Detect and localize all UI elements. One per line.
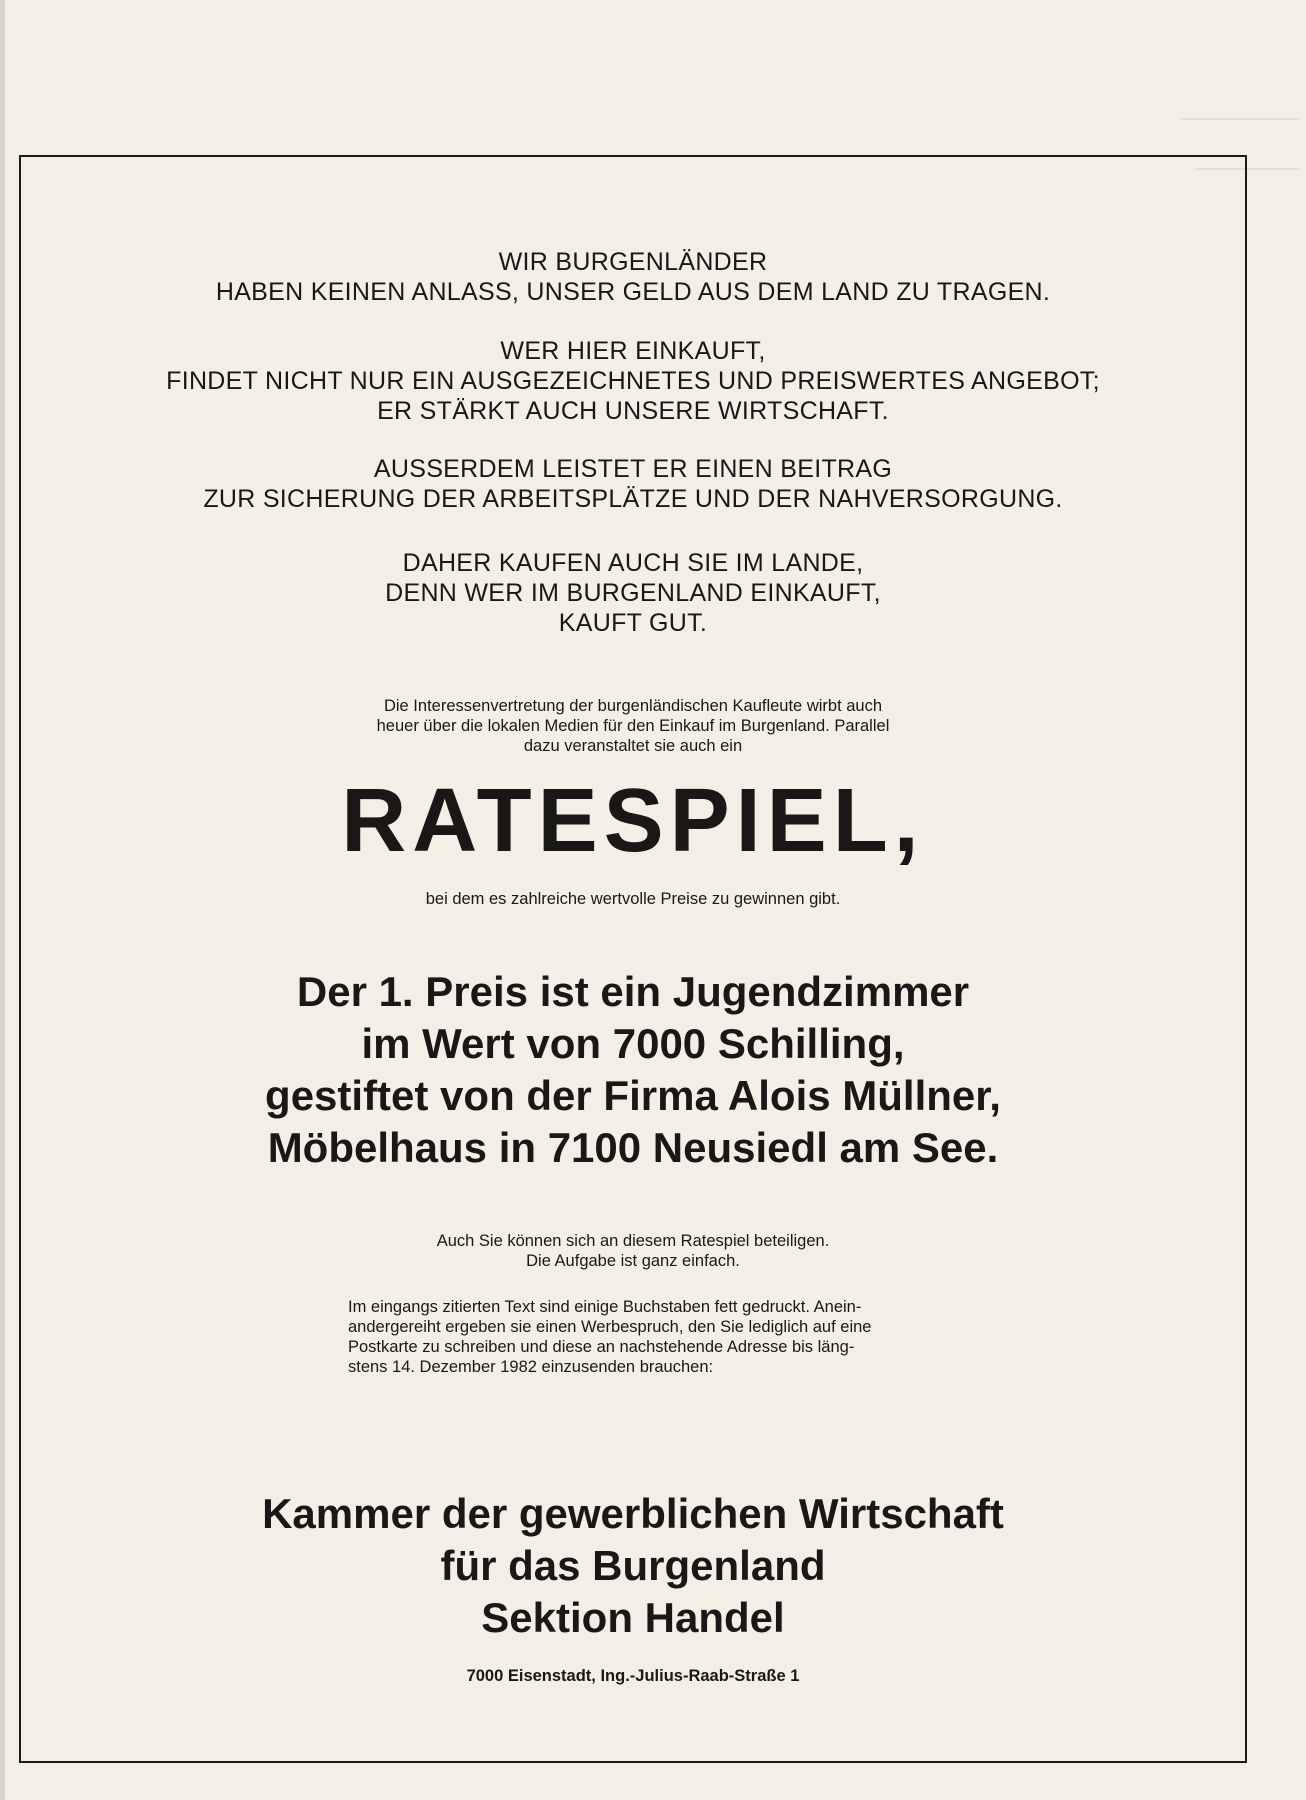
instructions-line: andergereiht ergeben sie einen Werbespruch, den Sie lediglich auf eine [348, 1318, 872, 1336]
address: 7000 Eisenstadt, Ing.-Julius-Raab-Straße 1 [466, 1667, 800, 1685]
intro-line: DAHER KAUFEN AUCH SIE IM LANDE, [402, 549, 864, 577]
prize-line: im Wert von 7000 Schilling, [361, 1020, 905, 1067]
organization-line: für das Burgenland [440, 1542, 826, 1589]
advertisement-frame [19, 155, 1247, 1763]
headline: RATESPIEL, [341, 771, 925, 871]
participate-line: Die Aufgabe ist ganz einfach. [526, 1252, 740, 1270]
bleed-through [1180, 118, 1300, 120]
organization-block [21, 1488, 1245, 1644]
intro-line: ER STÄRKT AUCH UNSERE WIRTSCHAFT. [377, 397, 889, 425]
intro-line: AUSSERDEM LEISTET ER EINEN BEITRAG [373, 455, 893, 483]
intro-line: ZUR SICHERUNG DER ARBEITSPLÄTZE UND DER NAHVERSORGUNG. [203, 485, 1063, 513]
instructions-line: Im eingangs zitierten Text sind einige Buchstaben fett gedruckt. Anein- [348, 1298, 862, 1316]
prize-line: Der 1. Preis ist ein Jugendzimmer [296, 968, 970, 1015]
intro-line: WER HIER EINKAUFT, [500, 337, 766, 365]
participate-line: Auch Sie können sich an diesem Ratespiel beteiligen. [436, 1232, 830, 1250]
intro-paragraph-4 [21, 548, 1245, 638]
intro-line: DENN WER IM BURGENLAND EINKAUFT, [385, 579, 881, 607]
intro-paragraph-1 [21, 247, 1245, 307]
participate-paragraph [21, 1231, 1245, 1271]
page-edge [0, 0, 5, 1800]
instructions-line: stens 14. Dezember 1982 einzusenden brauchen: [348, 1358, 714, 1376]
intro-paragraph-2 [21, 336, 1245, 426]
info-line: dazu veranstaltet sie auch ein [523, 737, 743, 755]
intro-line: KAUFT GUT. [558, 609, 708, 637]
prize-paragraph [21, 966, 1245, 1174]
instructions-paragraph [348, 1297, 965, 1377]
info-line: Die Interessenvertretung der burgenländischen Kaufleute wirbt auch [383, 697, 883, 715]
info-paragraph [21, 696, 1245, 756]
instructions-line: Postkarte zu schreiben und diese an nachstehende Adresse bis läng- [348, 1338, 855, 1356]
intro-line: HABEN KEINEN ANLASS, UNSER GELD AUS DEM LAND ZU TRAGEN. [215, 278, 1051, 306]
subline: bei dem es zahlreiche wertvolle Preise zu gewinnen gibt. [425, 890, 841, 908]
organization-line: Sektion Handel [481, 1594, 785, 1641]
prize-line: Möbelhaus in 7100 Neusiedl am See. [267, 1124, 999, 1171]
info-line: heuer über die lokalen Medien für den Einkauf im Burgenland. Parallel [376, 717, 890, 735]
prize-line: gestiftet von der Firma Alois Müllner, [265, 1072, 1001, 1119]
intro-line: WIR BURGENLÄNDER [498, 248, 768, 276]
intro-line: FINDET NICHT NUR EIN AUSGEZEICHNETES UND PREISWERTES ANGEBOT; [166, 367, 1100, 395]
organization-line: Kammer der gewerblichen Wirtschaft [262, 1490, 1004, 1537]
intro-paragraph-3 [21, 454, 1245, 514]
